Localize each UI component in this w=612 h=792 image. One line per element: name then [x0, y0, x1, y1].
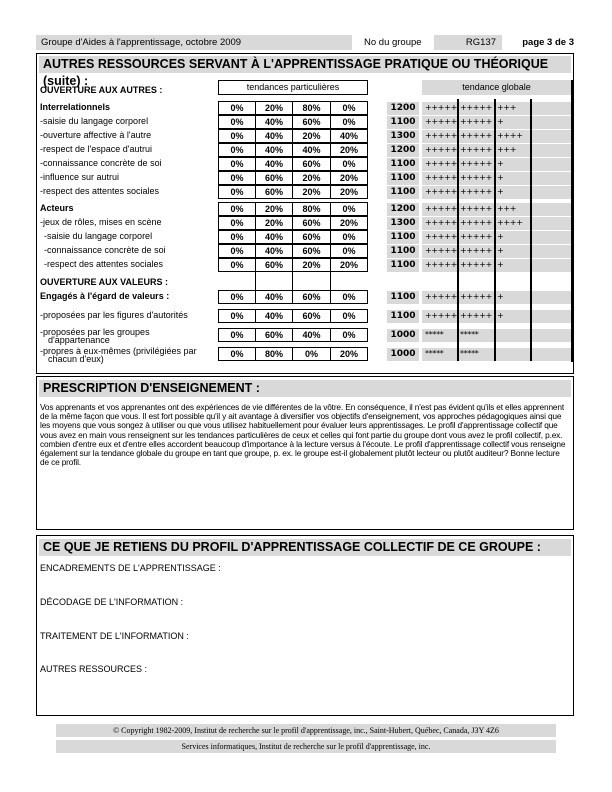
- particular-trend-cell: 40%: [255, 115, 293, 129]
- particular-trend-cell: 0%: [330, 157, 368, 171]
- global-trend-segment: +++++: [460, 204, 493, 213]
- global-trend-divider: [457, 99, 459, 361]
- global-score: 1200: [387, 144, 419, 157]
- global-trend-segment: +: [497, 311, 504, 320]
- global-score: 1200: [387, 203, 419, 216]
- particular-trend-cell: 20%: [292, 129, 331, 143]
- row-label: -proposées par les figures d'autorités: [40, 310, 188, 320]
- particular-trend-cell: 0%: [218, 185, 256, 199]
- particular-trend-cell: 0%: [218, 328, 256, 342]
- particular-trend-cell: 40%: [255, 230, 293, 244]
- global-trend-segment: +++++: [460, 187, 493, 196]
- particular-trend-cell: 0%: [330, 101, 368, 115]
- particular-trend-cell: 20%: [330, 143, 368, 157]
- particular-trend-cell: 60%: [292, 230, 331, 244]
- row-label: -connaissance concrète de soi: [44, 245, 166, 255]
- particular-trend-cell: 40%: [255, 129, 293, 143]
- takeaways-section-title: CE QUE JE RETIENS DU PROFIL D'APPRENTISSAGE COLLECTIF DE CE GROUPE :: [39, 539, 571, 556]
- group-number-value: RG137: [434, 35, 502, 50]
- global-trend-segment: +++++: [460, 246, 493, 255]
- global-trend-bar: [422, 186, 571, 199]
- row-label-line1: -propres à eux-mêmes (privilégiées par: [40, 346, 197, 356]
- particular-trend-cell: 20%: [330, 216, 368, 230]
- global-trend-segment: +: [497, 173, 504, 182]
- particular-trend-cell: 60%: [292, 244, 331, 258]
- particular-trend-cell: 80%: [292, 101, 331, 115]
- global-trend-segment: +++++: [425, 311, 458, 320]
- global-score: 1100: [387, 310, 419, 323]
- particular-trend-cell: 0%: [218, 230, 256, 244]
- global-trend-segment: +++++: [425, 159, 458, 168]
- global-trend-segment: +++++: [425, 173, 458, 182]
- global-trend-segment: +: [497, 246, 504, 255]
- particular-trend-cell: 0%: [218, 216, 256, 230]
- global-trend-segment: +++++: [460, 131, 493, 140]
- global-trend-segment: *****: [460, 349, 479, 358]
- global-trend-segment: +++++: [425, 117, 458, 126]
- particular-trend-divider: [330, 270, 331, 292]
- row-label: -connaissance concrète de soi: [40, 158, 162, 168]
- particular-trend-cell: 20%: [292, 258, 331, 272]
- global-trend-segment: +++++: [425, 131, 458, 140]
- global-trend-segment: +++++: [425, 204, 458, 213]
- global-trend-segment: *****: [425, 349, 444, 358]
- global-trend-segment: +: [497, 117, 504, 126]
- page-indicator: page 3 de 3: [522, 37, 574, 48]
- global-score: 1100: [387, 186, 419, 199]
- row-label-line1: -proposées par les groupes: [40, 327, 150, 337]
- particular-trend-cell: 0%: [218, 309, 256, 323]
- prescription-text: Vos apprenants et vos apprenantes ont des expériences de vie différentes de la vôtre. En conséquence, il n'est pas évident qu'ils et elles apprennent de la même façon que vous. Il est fort possible qu'il y ait avantage à diversifier vos objectifs d'enseignement, vos approches pédagogiques ainsi que les moyens que vous songez à utiliser ou que vous utilisez habituellement pour évaluer leurs apprentissages. Le profil d'apprentissage collectif que vous avez en main vous renseignent sur les tendances particulières de ceux et celles qui font partie du groupe dont vous avez le profil collectif, p.ex. combien d'entre eux et d'entre elles accordent beaucoup d'importance à la lecture versus à l'écoute. Le profil d'apprentissage collectif vous renseigne également sur la tendance globale du groupe en tant que groupe, p. ex. le groupe est-il globalement plutôt lecteur ou plutôt auditeur? Bonne lecture de ce profil.: [40, 402, 566, 468]
- prescription-section-title: PRESCRIPTION D'ENSEIGNEMENT :: [39, 380, 571, 397]
- particular-trend-cell: 20%: [292, 171, 331, 185]
- particular-trend-cell: 20%: [330, 171, 368, 185]
- row-label: -influence sur autrui: [40, 172, 120, 182]
- takeaway-decoding-label: DÉCODAGE DE L'INFORMATION :: [40, 597, 184, 607]
- takeaway-other-resources-label: AUTRES RESSOURCES :: [40, 664, 148, 674]
- global-trend-segment: ++++: [497, 131, 523, 140]
- global-trend-bar: [422, 102, 571, 115]
- particular-trend-cell: 60%: [292, 157, 331, 171]
- global-trend-bar: [422, 310, 571, 323]
- row-label: -respect des attentes sociales: [44, 259, 164, 269]
- global-trend-segment: +++++: [425, 145, 458, 154]
- global-trend-segment: +: [497, 187, 504, 196]
- particular-trend-cell: 20%: [330, 185, 368, 199]
- global-score: 1300: [387, 217, 419, 230]
- particular-trend-cell: 20%: [330, 258, 368, 272]
- global-trend-segment: +: [497, 232, 504, 241]
- particular-trend-cell: 60%: [255, 171, 293, 185]
- copyright-footer: © Copyright 1982-2009, Institut de recherche sur le profil d'apprentissage, inc., Saint-Hubert, Québec, Canada, J3Y 4Z6: [56, 724, 556, 737]
- global-score: 1000: [387, 329, 419, 342]
- takeaway-framing-label: ENCADREMENTS DE L'APPRENTISSAGE :: [40, 563, 221, 573]
- particular-trend-cell: 60%: [292, 216, 331, 230]
- row-label: -saisie du langage corporel: [44, 231, 153, 241]
- global-score: 1200: [387, 102, 419, 115]
- row-label: -ouverture affective à l'autre: [40, 130, 152, 140]
- particular-trend-cell: 0%: [218, 244, 256, 258]
- global-score: 1100: [387, 116, 419, 129]
- global-trend-segment: +++++: [425, 218, 458, 227]
- global-trend-segment: +: [497, 260, 504, 269]
- particular-trend-cell: 0%: [330, 115, 368, 129]
- global-trend-segment: +++++: [425, 103, 458, 112]
- row-label: -jeux de rôles, mises en scène: [40, 217, 162, 227]
- global-trend-segment: +++++: [425, 292, 458, 301]
- particular-trend-cell: 40%: [292, 328, 331, 342]
- particular-trend-cell: 0%: [218, 129, 256, 143]
- global-trend-segment: *****: [460, 330, 479, 339]
- particular-trend-cell: 60%: [255, 328, 293, 342]
- particular-trend-cell: 60%: [292, 309, 331, 323]
- global-trend-header: tendance globale: [422, 80, 571, 95]
- row-label: [40, 347, 197, 363]
- global-trend-bar: [422, 116, 571, 129]
- row-label: Interrelationnels: [40, 102, 111, 112]
- particular-trend-cell: 20%: [255, 101, 293, 115]
- global-trend-segment: +++++: [460, 117, 493, 126]
- global-trend-segment: +++: [497, 103, 517, 112]
- global-trend-divider: [494, 99, 496, 361]
- global-trend-bar: [422, 231, 571, 244]
- global-trend-segment: +: [497, 292, 504, 301]
- particular-trend-cell: 40%: [255, 244, 293, 258]
- global-score: 1100: [387, 172, 419, 185]
- global-trend-segment: ++++: [497, 218, 523, 227]
- particular-trend-cell: 0%: [218, 157, 256, 171]
- takeaway-processing-label: TRAITEMENT DE L'INFORMATION :: [40, 631, 189, 641]
- global-trend-segment: +++++: [425, 187, 458, 196]
- particular-trend-divider: [292, 270, 293, 292]
- particular-trend-cell: 40%: [255, 143, 293, 157]
- global-score: 1300: [387, 130, 419, 143]
- global-trend-segment: +++++: [460, 173, 493, 182]
- particular-trend-cell: 40%: [330, 129, 368, 143]
- global-trend-bar: [422, 348, 571, 361]
- particular-trend-cell: 0%: [218, 115, 256, 129]
- global-trend-segment: +++: [497, 204, 517, 213]
- particular-trend-cell: 60%: [292, 115, 331, 129]
- global-score: 1100: [387, 291, 419, 304]
- particular-trend-cell: 60%: [255, 185, 293, 199]
- particular-trend-cell: 20%: [292, 185, 331, 199]
- global-trend-segment: +++++: [460, 218, 493, 227]
- global-score: 1100: [387, 158, 419, 171]
- global-trend-bar: [422, 245, 571, 258]
- particular-trend-cell: 0%: [218, 258, 256, 272]
- particular-trend-cell: 60%: [255, 258, 293, 272]
- global-trend-divider: [530, 99, 532, 361]
- particular-trend-cell: 0%: [330, 202, 368, 216]
- particular-trend-cell: 0%: [330, 244, 368, 258]
- particular-trend-cell: 0%: [218, 290, 256, 304]
- particular-trend-cell: 40%: [292, 143, 331, 157]
- group-title: Groupe d'Aides à l'apprentissage, octobre 2009: [36, 35, 352, 50]
- particular-trend-cell: 0%: [292, 347, 331, 361]
- particular-trends-header: tendances particulières: [218, 80, 368, 95]
- particular-trend-cell: 0%: [218, 143, 256, 157]
- global-trend-bar: [422, 130, 571, 143]
- particular-trend-cell: 40%: [255, 309, 293, 323]
- group-number-label: No du groupe: [364, 37, 422, 48]
- global-trend-segment: +++++: [460, 103, 493, 112]
- global-trend-segment: *****: [425, 330, 444, 339]
- global-trend-bar: [422, 203, 571, 216]
- particular-trend-cell: 0%: [218, 202, 256, 216]
- global-trend-segment: +++++: [460, 292, 493, 301]
- row-label: -respect de l'espace d'autrui: [40, 144, 152, 154]
- row-label: OUVERTURE AUX AUTRES :: [40, 85, 163, 95]
- particular-trend-cell: 0%: [218, 101, 256, 115]
- row-label: OUVERTURE AUX VALEURS :: [40, 277, 169, 287]
- particular-trend-cell: 0%: [218, 347, 256, 361]
- global-trend-bar: [422, 172, 571, 185]
- global-trend-bar: [422, 144, 571, 157]
- global-score: 1100: [387, 259, 419, 272]
- global-trend-bar: [422, 329, 571, 342]
- particular-trend-cell: 20%: [255, 202, 293, 216]
- particular-trend-cell: 0%: [330, 309, 368, 323]
- particular-trend-cell: 40%: [255, 290, 293, 304]
- global-trend-segment: +++++: [425, 246, 458, 255]
- particular-trend-cell: 0%: [218, 171, 256, 185]
- global-trend-segment: +++++: [460, 232, 493, 241]
- resources-section-title: AUTRES RESSOURCES SERVANT À L'APPRENTISSAGE PRATIQUE OU THÉORIQUE (suite) :: [39, 56, 571, 73]
- particular-trend-cell: 60%: [292, 290, 331, 304]
- particular-trend-cell: 80%: [255, 347, 293, 361]
- global-trend-segment: +++++: [460, 260, 493, 269]
- particular-trend-cell: 0%: [330, 290, 368, 304]
- row-label: -respect des attentes sociales: [40, 186, 160, 196]
- global-trend-segment: +++++: [425, 260, 458, 269]
- particular-trend-cell: 80%: [292, 202, 331, 216]
- row-label: [40, 328, 150, 344]
- global-trend-bar: [422, 291, 571, 304]
- global-trend-segment: +++++: [425, 232, 458, 241]
- row-label: -saisie du langage corporel: [40, 116, 149, 126]
- global-score: 1100: [387, 231, 419, 244]
- row-label: Acteurs: [40, 203, 74, 213]
- global-score: 1000: [387, 348, 419, 361]
- global-trend-segment: +: [497, 159, 504, 168]
- global-trend-bar: [422, 259, 571, 272]
- global-trend-bar: [422, 217, 571, 230]
- global-trend-bar: [422, 158, 571, 171]
- particular-trend-cell: 40%: [255, 157, 293, 171]
- global-trend-segment: +++++: [460, 311, 493, 320]
- particular-trend-divider: [255, 270, 256, 292]
- row-label: Engagés à l'égard de valeurs :: [40, 291, 170, 301]
- particular-trend-cell: 20%: [330, 347, 368, 361]
- global-frame-edge: [571, 80, 573, 362]
- global-trend-segment: +++++: [460, 159, 493, 168]
- global-trend-segment: +++++: [460, 145, 493, 154]
- particular-trend-cell: 0%: [330, 230, 368, 244]
- particular-trend-cell: 20%: [255, 216, 293, 230]
- global-score: 1100: [387, 245, 419, 258]
- services-footer: Services informatiques, Institut de recherche sur le profil d'apprentissage, inc.: [56, 740, 556, 753]
- particular-trend-cell: 0%: [330, 328, 368, 342]
- row-label-line2: chacun d'eux): [48, 354, 104, 364]
- global-trend-segment: +++: [497, 145, 517, 154]
- row-label-line2: d'appartenance: [48, 335, 110, 345]
